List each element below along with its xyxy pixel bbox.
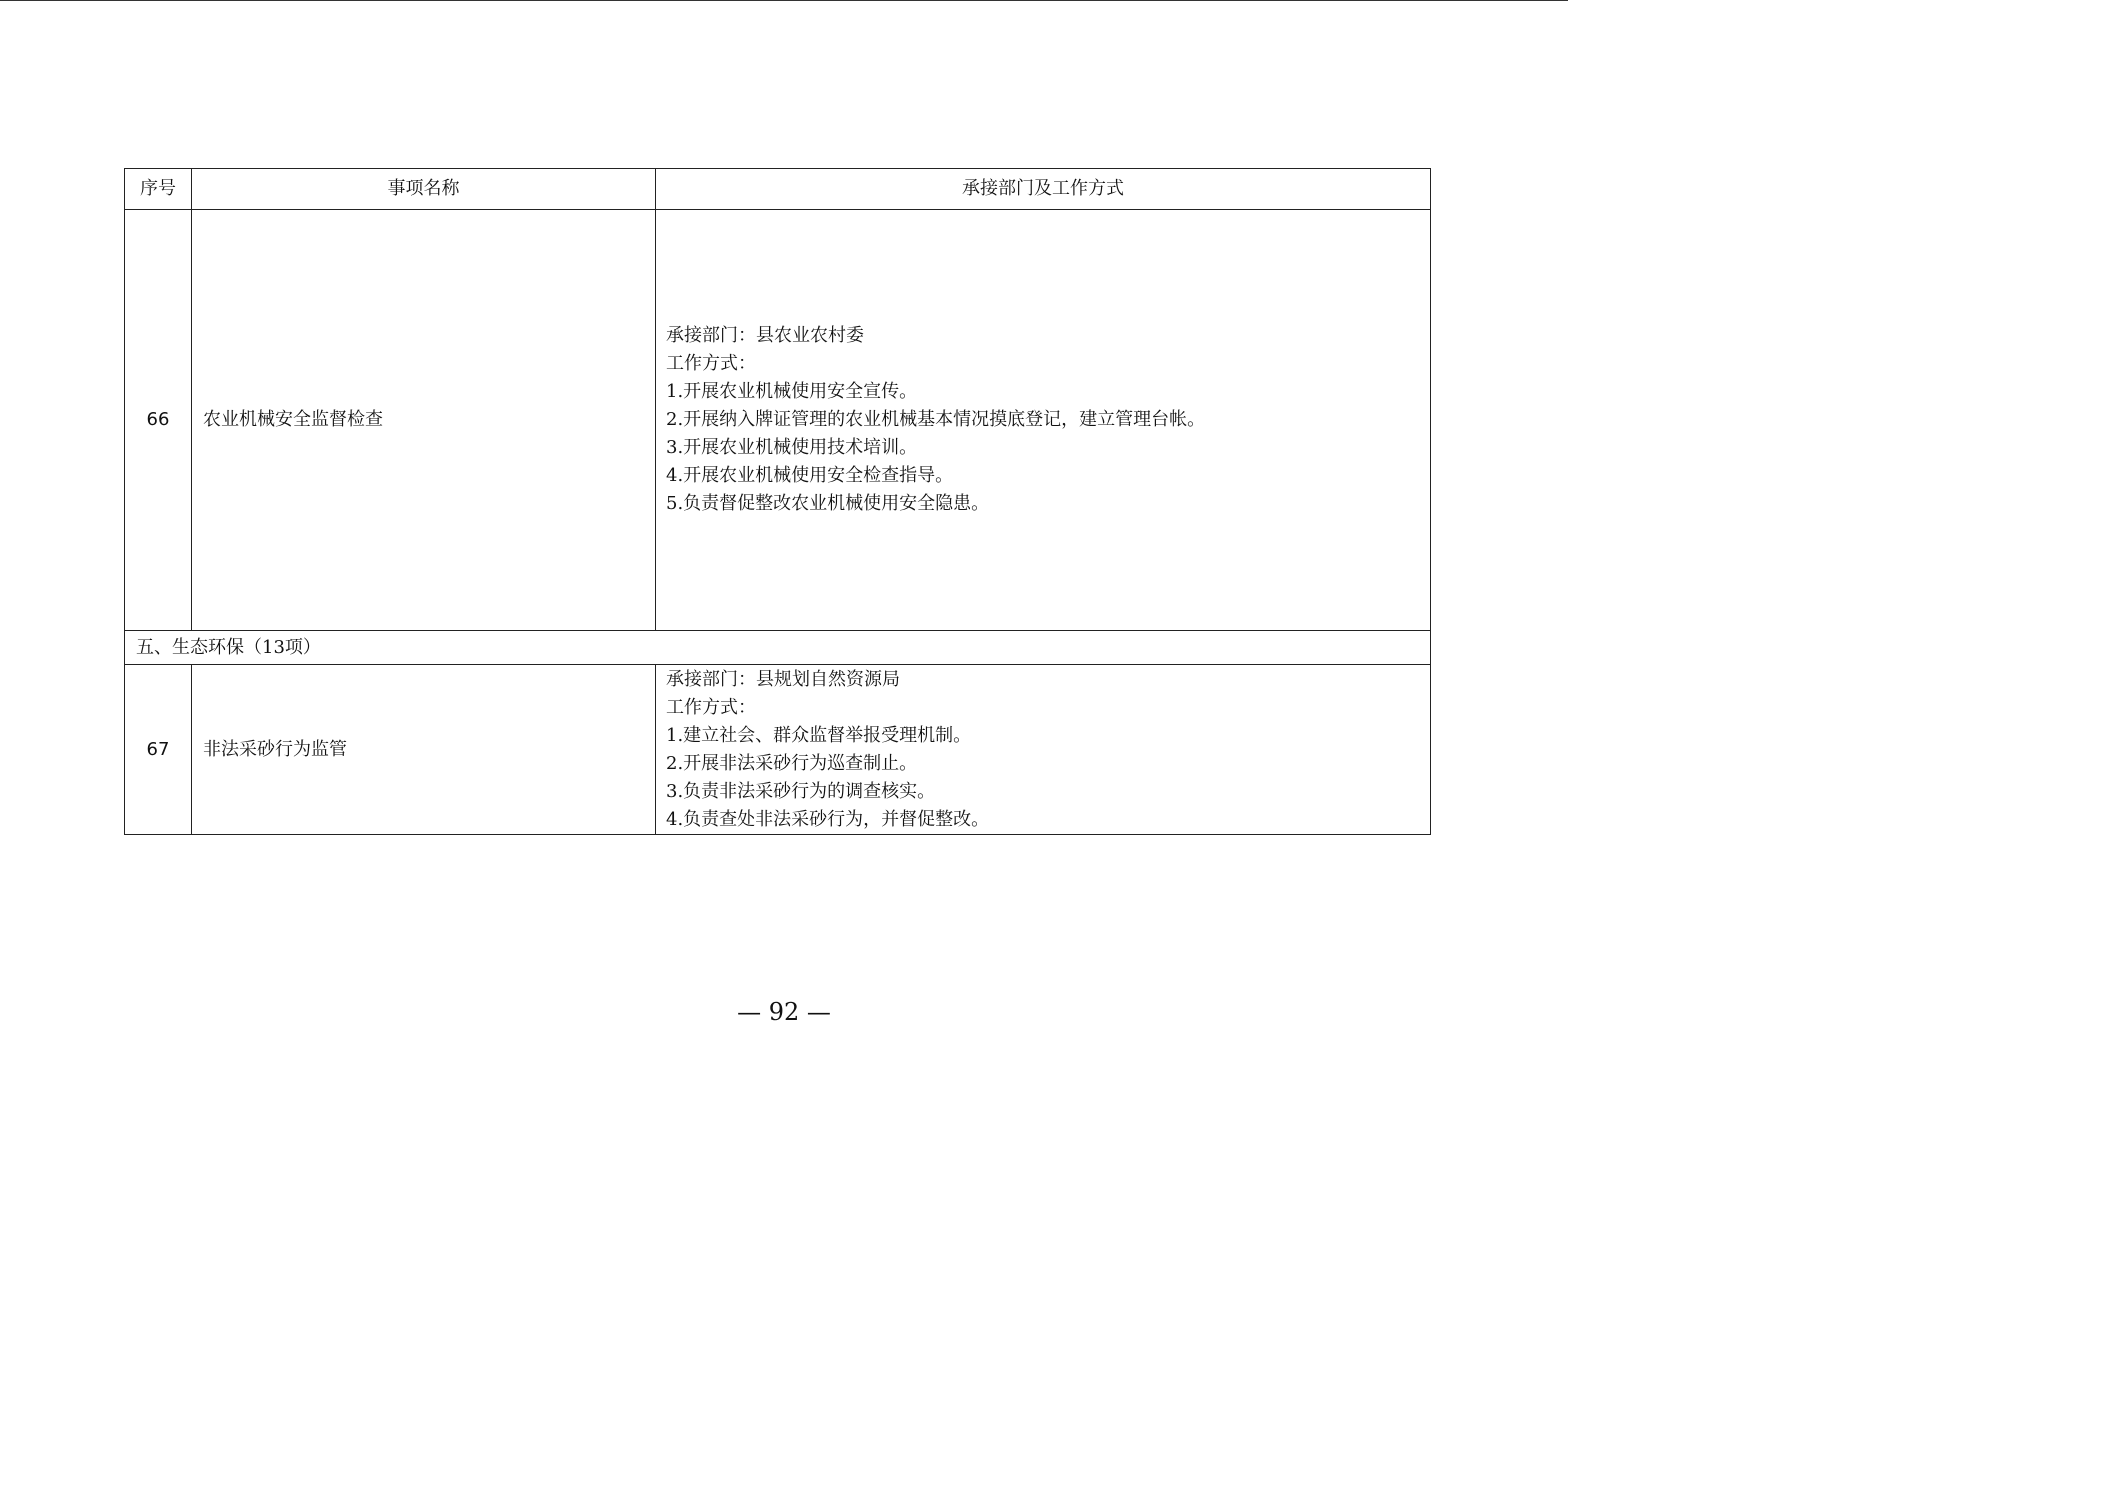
top-border-line bbox=[0, 0, 1568, 1]
page-number: — 92 — bbox=[737, 998, 831, 1026]
dept-line: 4.开展农业机械使用安全检查指导。 bbox=[666, 465, 954, 486]
row-serial-number: 66 bbox=[125, 210, 192, 631]
section-title: 五、生态环保（13项） bbox=[125, 631, 1431, 665]
dept-line: 3.开展农业机械使用技术培训。 bbox=[666, 437, 918, 458]
header-serial-number: 序号 bbox=[125, 169, 192, 210]
row-department-and-method bbox=[656, 210, 1431, 631]
table-row bbox=[125, 210, 1431, 631]
dept-line: 4.负责查处非法采砂行为，并督促整改。 bbox=[666, 809, 990, 830]
dept-line: 1.建立社会、群众监督举报受理机制。 bbox=[666, 725, 972, 746]
section-row bbox=[125, 631, 1431, 665]
dept-line: 2.开展非法采砂行为巡查制止。 bbox=[666, 753, 918, 774]
row-department-and-method bbox=[656, 665, 1431, 835]
items-table bbox=[124, 168, 1431, 835]
dept-line: 工作方式： bbox=[666, 353, 756, 374]
dept-line: 2.开展纳入牌证管理的农业机械基本情况摸底登记，建立管理台帐。 bbox=[666, 409, 1206, 430]
dept-line: 5.负责督促整改农业机械使用安全隐患。 bbox=[666, 493, 990, 514]
row-item-name: 非法采砂行为监管 bbox=[192, 665, 656, 835]
header-department-and-method: 承接部门及工作方式 bbox=[656, 169, 1431, 210]
row-serial-number: 67 bbox=[125, 665, 192, 835]
dept-line: 承接部门：县规划自然资源局 bbox=[666, 669, 900, 690]
header-item-name: 事项名称 bbox=[192, 169, 656, 210]
dept-line: 工作方式： bbox=[666, 697, 756, 718]
dept-line: 承接部门：县农业农村委 bbox=[666, 325, 864, 346]
row-item-name: 农业机械安全监督检查 bbox=[192, 210, 656, 631]
dept-line: 3.负责非法采砂行为的调查核实。 bbox=[666, 781, 936, 802]
table-row bbox=[125, 665, 1431, 835]
dept-line: 1.开展农业机械使用安全宣传。 bbox=[666, 381, 918, 402]
table-header-row bbox=[125, 169, 1431, 210]
